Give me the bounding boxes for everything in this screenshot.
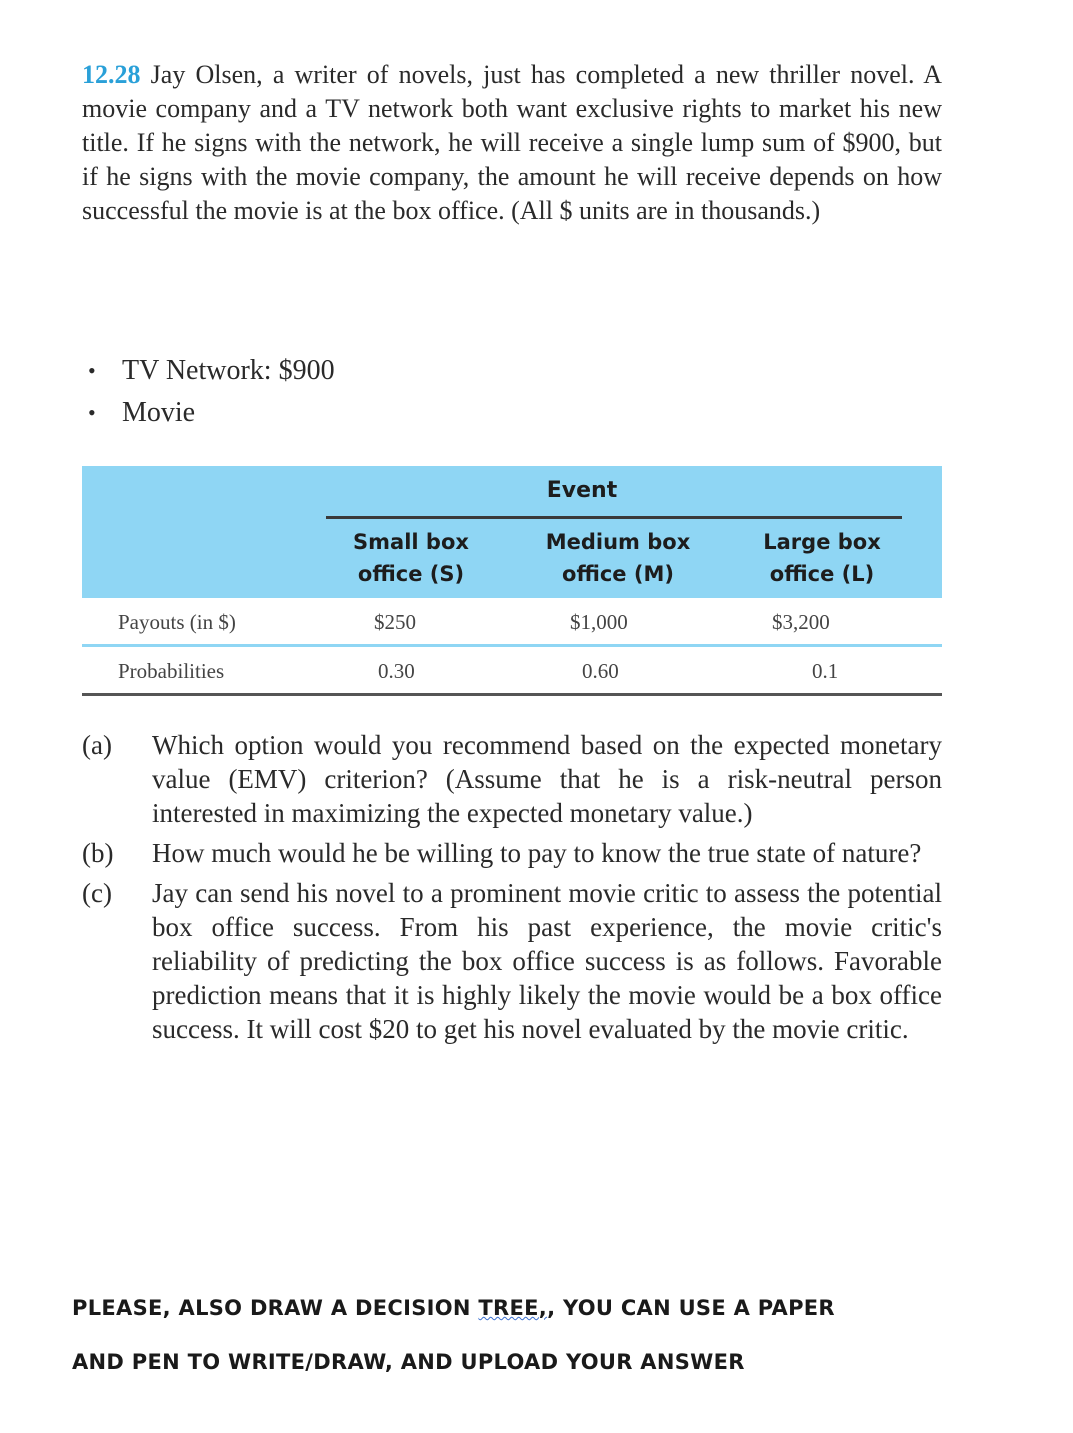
column-header-line: office (M): [562, 562, 674, 586]
option-list: [88, 350, 888, 434]
part-text: Which option would you recommend based on the expected monetary value (EMV) criterion? (Assume that he is a risk-neutral person interested in maximizing the expected monetary value.): [152, 730, 942, 828]
header-rule: [326, 516, 902, 519]
option-label: TV Network: $900: [122, 355, 335, 386]
option-label: Movie: [122, 397, 196, 428]
table-row: [82, 647, 942, 696]
column-header-large: [734, 526, 910, 590]
payout-table: [82, 466, 942, 696]
part-text: Jay can send his novel to a prominent movie critic to assess the potential box office success. From his past experience, the movie critic's reliability of predicting the box office success is as follows. Favorable prediction means that it is highly likely the movie would be a box office success. It will cost $20 to get his novel evaluated by the movie critic.: [152, 878, 942, 1044]
column-header-medium: [508, 526, 728, 590]
problem-text: Jay Olsen, a writer of novels, just has completed a new thriller novel. A movie company and a TV network both want exclusive rights to market his new title. If he signs with the network, he will receive a single lump sum of $900, but if he signs with the movie company, the amount he will receive depends on how successful the movie is at the box office. (All $ units are in thousands.): [82, 60, 942, 225]
question-part-a: [82, 728, 942, 830]
table-cell: $1,000: [570, 610, 628, 634]
part-label: (a): [82, 730, 112, 760]
bullet-icon: •: [88, 400, 96, 425]
column-header-line: office (S): [357, 562, 465, 586]
option-tv: [88, 350, 888, 392]
row-label: Probabilities: [118, 659, 225, 683]
part-text: How much would he be willing to pay to know the true state of nature?: [152, 838, 922, 868]
instruction-text-flagged: TREE,: [478, 1296, 548, 1320]
question-part-b: [82, 836, 942, 870]
column-header-line: office (L): [769, 562, 875, 586]
row-label: Payouts (in $): [118, 610, 236, 634]
column-header-small: [326, 526, 496, 590]
table-cell: 0.60: [582, 659, 619, 683]
table-cell: $3,200: [772, 610, 830, 634]
table-cell: 0.30: [378, 659, 415, 683]
problem-number: 12.28: [82, 60, 141, 89]
table-cell: 0.1: [812, 659, 839, 683]
question-part-c: [82, 876, 942, 1046]
option-movie: [88, 392, 888, 434]
part-label: (b): [82, 838, 114, 868]
column-header-line: Small box: [353, 530, 469, 554]
table-header: [82, 466, 942, 598]
instruction-text: , YOU CAN USE A PAPER: [547, 1296, 835, 1320]
question-parts: [82, 728, 942, 1052]
part-label: (c): [82, 878, 112, 908]
column-header-line: Large box: [763, 530, 881, 554]
instruction-line-2: AND PEN TO WRITE/DRAW, AND UPLOAD YOUR ANSWER: [72, 1350, 745, 1374]
table-cell: $250: [374, 610, 416, 634]
bullet-icon: •: [88, 358, 96, 383]
table-row: [82, 598, 942, 647]
problem-statement: [82, 58, 942, 228]
column-header-line: Medium box: [545, 530, 691, 554]
instruction-text: PLEASE, ALSO DRAW A DECISION: [72, 1296, 479, 1320]
event-header: Event: [546, 478, 618, 503]
instruction-line-1: [72, 1296, 1032, 1320]
